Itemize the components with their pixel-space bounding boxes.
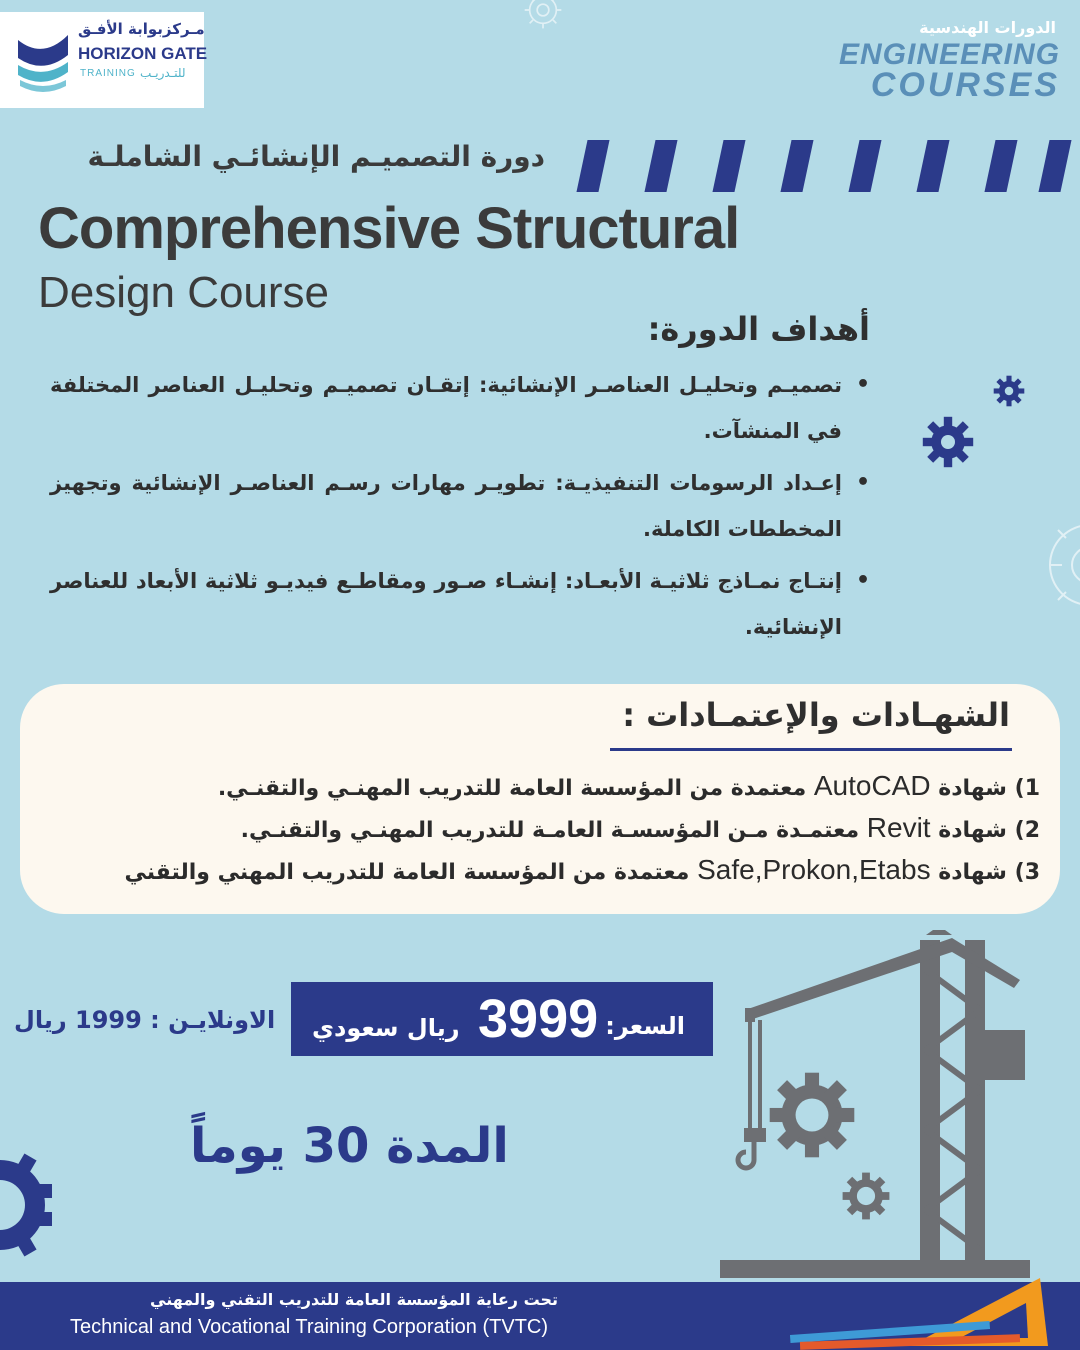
online-price: الاونلايـن : 1999 ريال	[14, 1006, 276, 1034]
cert-software: Revit	[866, 812, 931, 843]
logo-wave-icon	[8, 20, 78, 100]
gear-icon	[765, 1068, 859, 1162]
cert-pre: شهادة	[938, 818, 1007, 843]
goal-text: تصميـم وتحليـل العناصـر الإنشائية: إتقـان تصميـم وتحليـل العناصر المختلفة في المنشآت.	[50, 373, 842, 443]
goal-item	[50, 362, 870, 454]
gear-icon	[920, 414, 976, 470]
gear-icon	[505, 0, 581, 40]
cert-pre: شهادة	[938, 776, 1007, 801]
course-duration: المدة 30 يوماً	[190, 1118, 509, 1174]
logo-sub-ar: للتـدريـب	[140, 66, 186, 80]
certificate-item	[241, 812, 1040, 844]
course-title-arabic: دورة التصميـم الإنشائـي الشاملـة	[87, 140, 545, 173]
price-currency: ريال سعودي	[312, 1014, 460, 1042]
gear-icon	[992, 374, 1026, 408]
goal-item	[50, 558, 870, 650]
decorative-stripes	[578, 140, 1068, 192]
goals-list	[50, 362, 870, 656]
brand-arabic: الدورات الهندسية	[919, 18, 1056, 37]
brand-engineering: ENGINEERING	[838, 38, 1060, 71]
gear-icon	[840, 1170, 892, 1222]
cert-pre: شهادة	[938, 860, 1007, 885]
goal-text: إنتـاج نمـاذج ثلاثيـة الأبعـاد: إنشـاء صـور ومقاطـع فيديـو ثلاثية الأبعاد للعناصر الإنشائية.	[50, 569, 842, 639]
brand-courses: COURSES	[870, 66, 1060, 104]
gear-icon	[0, 1150, 60, 1260]
logo-arabic: مـركزبوابة الأفـق	[78, 20, 205, 38]
cert-software: Safe,Prokon,Etabs	[697, 854, 931, 885]
logo-sub-en: TRAINING	[80, 68, 136, 79]
cert-number: 2)	[1014, 818, 1040, 843]
certificates-heading: الشهـادات والإعتمـادات :	[622, 696, 1010, 734]
logo-english: HORIZON GATE	[78, 44, 208, 63]
price-label: السعر:	[605, 1012, 685, 1040]
heading-underline	[610, 748, 1012, 751]
cert-post: معتمـدة مـن المؤسسـة العامـة للتدريب المهنـي والتقنـي.	[240, 818, 860, 843]
certificate-item	[218, 770, 1040, 802]
goals-heading: أهداف الدورة:	[647, 310, 870, 348]
ruler-icon	[790, 1268, 1080, 1350]
bullet: •	[855, 372, 870, 397]
cert-post: معتمدة من المؤسسة العامة للتدريب المهني والتقني	[124, 860, 690, 885]
certificate-item	[124, 854, 1040, 886]
cert-post: معتمدة من المؤسسة العامة للتدريب المهنـي والتقنـي.	[217, 776, 807, 801]
bullet: •	[855, 470, 870, 495]
footer-arabic: تحت رعاية المؤسسة العامة للتدريب التقني والمهني	[150, 1290, 559, 1309]
bullet: •	[855, 568, 870, 593]
gear-icon	[1030, 500, 1080, 630]
cert-number: 3)	[1014, 860, 1040, 885]
price-value: 3999	[478, 989, 599, 1049]
cert-software: AutoCAD	[813, 770, 931, 801]
cert-number: 1)	[1014, 776, 1040, 801]
goal-item	[50, 460, 870, 552]
footer-english: Technical and Vocational Training Corporation (TVTC)	[70, 1316, 549, 1338]
crane-icon	[690, 930, 1080, 1280]
course-title-english-line1: Comprehensive Structural	[38, 196, 740, 261]
course-title-english-line2: Design Course	[38, 268, 330, 317]
goal-text: إعـداد الرسومات التنفيذيـة: تطويـر مهارات رسـم العناصـر الإنشائية وتجهيز المخططات الكاملة.	[50, 471, 842, 541]
